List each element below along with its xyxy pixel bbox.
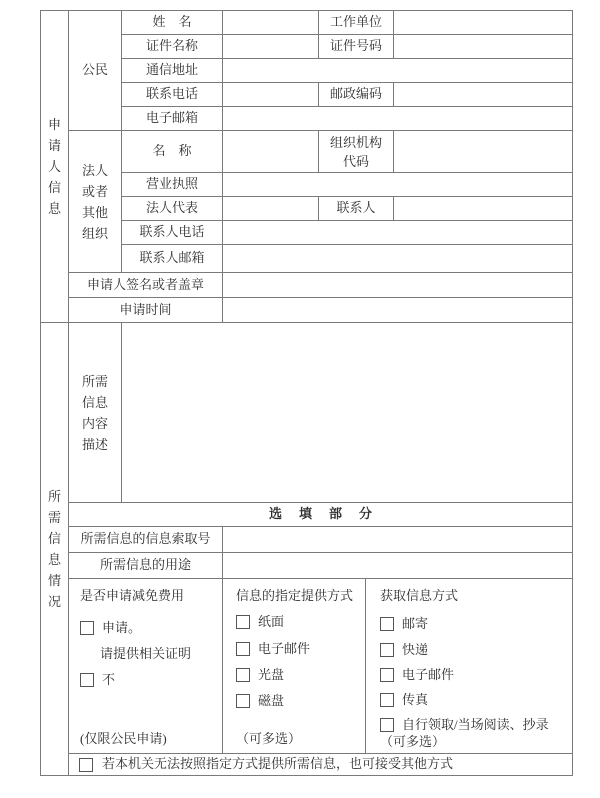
option-mail[interactable]: 邮寄 bbox=[380, 616, 428, 632]
postal-code-value-cell[interactable] bbox=[394, 83, 573, 107]
group-citizen-label: 公民 bbox=[69, 11, 122, 131]
org-name-value-cell[interactable] bbox=[223, 131, 319, 173]
option-paper[interactable]: 纸面 bbox=[236, 614, 284, 630]
other-method-row bbox=[69, 754, 573, 776]
index-number-value-cell[interactable] bbox=[223, 527, 573, 553]
work-unit-value-cell[interactable] bbox=[394, 11, 573, 35]
email-value-cell[interactable] bbox=[223, 107, 573, 131]
checkbox-icon[interactable] bbox=[236, 615, 250, 629]
option-cd[interactable]: 光盘 bbox=[236, 667, 284, 683]
purpose-label: 所需信息的用途 bbox=[69, 553, 223, 579]
checkbox-icon[interactable] bbox=[80, 621, 94, 635]
option-self-pickup[interactable]: 自行领取/当场阅读、抄录 bbox=[380, 717, 549, 733]
option-delivery-email[interactable]: 电子邮件 bbox=[236, 641, 310, 657]
delivery-method-title: 信息的指定提供方式 bbox=[236, 588, 354, 603]
name-label: 姓 名 bbox=[122, 11, 223, 35]
phone-label: 联系电话 bbox=[122, 83, 223, 107]
application-form-table bbox=[40, 10, 573, 776]
option-fee-apply[interactable]: 申请。 bbox=[80, 620, 141, 636]
legal-rep-label: 法人代表 bbox=[122, 197, 223, 221]
purpose-value-cell[interactable] bbox=[223, 553, 573, 579]
org-code-label: 组织机构代码 bbox=[319, 131, 394, 173]
contact-email-value-cell[interactable] bbox=[223, 245, 573, 273]
contact-phone-value-cell[interactable] bbox=[223, 221, 573, 245]
description-value-cell[interactable] bbox=[122, 323, 573, 503]
cert-number-value-cell[interactable] bbox=[394, 35, 573, 59]
obtain-method-title: 获取信息方式 bbox=[380, 588, 459, 603]
email-label: 电子邮箱 bbox=[122, 107, 223, 131]
description-label: 所需信息内容描述 bbox=[69, 323, 122, 503]
business-license-value-cell[interactable] bbox=[223, 173, 573, 197]
checkbox-icon[interactable] bbox=[79, 758, 93, 772]
contact-email-label: 联系人邮箱 bbox=[122, 245, 223, 273]
signature-label: 申请人签名或者盖章 bbox=[69, 273, 223, 298]
option-fee-no[interactable]: 不 bbox=[80, 672, 115, 688]
signature-value-cell[interactable] bbox=[223, 273, 573, 298]
cert-number-label: 证件号码 bbox=[319, 35, 394, 59]
checkbox-icon[interactable] bbox=[380, 718, 394, 732]
fee-citizens-only-note: (仅限公民申请) bbox=[80, 730, 167, 746]
org-name-label: 名 称 bbox=[122, 131, 223, 173]
cert-name-label: 证件名称 bbox=[122, 35, 223, 59]
delivery-method-column bbox=[223, 579, 366, 754]
optional-section-header: 选填部分 bbox=[69, 503, 573, 527]
org-code-value-cell[interactable] bbox=[394, 131, 573, 173]
checkbox-icon[interactable] bbox=[380, 643, 394, 657]
work-unit-label: 工作单位 bbox=[319, 11, 394, 35]
legal-rep-value-cell[interactable] bbox=[223, 197, 319, 221]
checkbox-icon[interactable] bbox=[236, 694, 250, 708]
address-value-cell[interactable] bbox=[223, 59, 573, 83]
obtain-method-column bbox=[366, 579, 573, 754]
group-legal-entity-label: 法人或者其他组织 bbox=[69, 131, 122, 273]
obtain-multi-select-note: （可多选） bbox=[380, 733, 446, 749]
checkbox-icon[interactable] bbox=[380, 693, 394, 707]
phone-value-cell[interactable] bbox=[223, 83, 319, 107]
checkbox-icon[interactable] bbox=[380, 617, 394, 631]
checkbox-icon[interactable] bbox=[380, 668, 394, 682]
name-value-cell[interactable] bbox=[223, 11, 319, 35]
checkbox-icon[interactable] bbox=[80, 673, 94, 687]
contact-person-value-cell[interactable] bbox=[394, 197, 573, 221]
section-required-info-side-label: 所需信息情况 bbox=[41, 323, 69, 776]
address-label: 通信地址 bbox=[122, 59, 223, 83]
section-applicant-side-label: 申请人信息 bbox=[41, 11, 69, 323]
fee-apply-proof-note: 请提供相关证明 bbox=[100, 645, 192, 661]
fee-waiver-title: 是否申请减免费用 bbox=[80, 588, 185, 603]
fee-waiver-column bbox=[69, 579, 223, 754]
postal-code-label: 邮政编码 bbox=[319, 83, 394, 107]
checkbox-icon[interactable] bbox=[236, 642, 250, 656]
option-express[interactable]: 快递 bbox=[380, 642, 428, 658]
other-method-note: 若本机关无法按照指定方式提供所需信息，也可接受其他方式 bbox=[102, 756, 454, 772]
contact-phone-label: 联系人电话 bbox=[122, 221, 223, 245]
cert-name-value-cell[interactable] bbox=[223, 35, 319, 59]
option-fax[interactable]: 传真 bbox=[380, 692, 428, 708]
index-number-label: 所需信息的信息索取号 bbox=[69, 527, 223, 553]
option-disk[interactable]: 磁盘 bbox=[236, 693, 284, 709]
business-license-label: 营业执照 bbox=[122, 173, 223, 197]
apply-time-label: 申请时间 bbox=[69, 298, 223, 323]
option-obtain-email[interactable]: 电子邮件 bbox=[380, 667, 454, 683]
delivery-multi-select-note: （可多选） bbox=[236, 730, 302, 746]
apply-time-value-cell[interactable] bbox=[223, 298, 573, 323]
checkbox-icon[interactable] bbox=[236, 668, 250, 682]
contact-person-label: 联系人 bbox=[319, 197, 394, 221]
